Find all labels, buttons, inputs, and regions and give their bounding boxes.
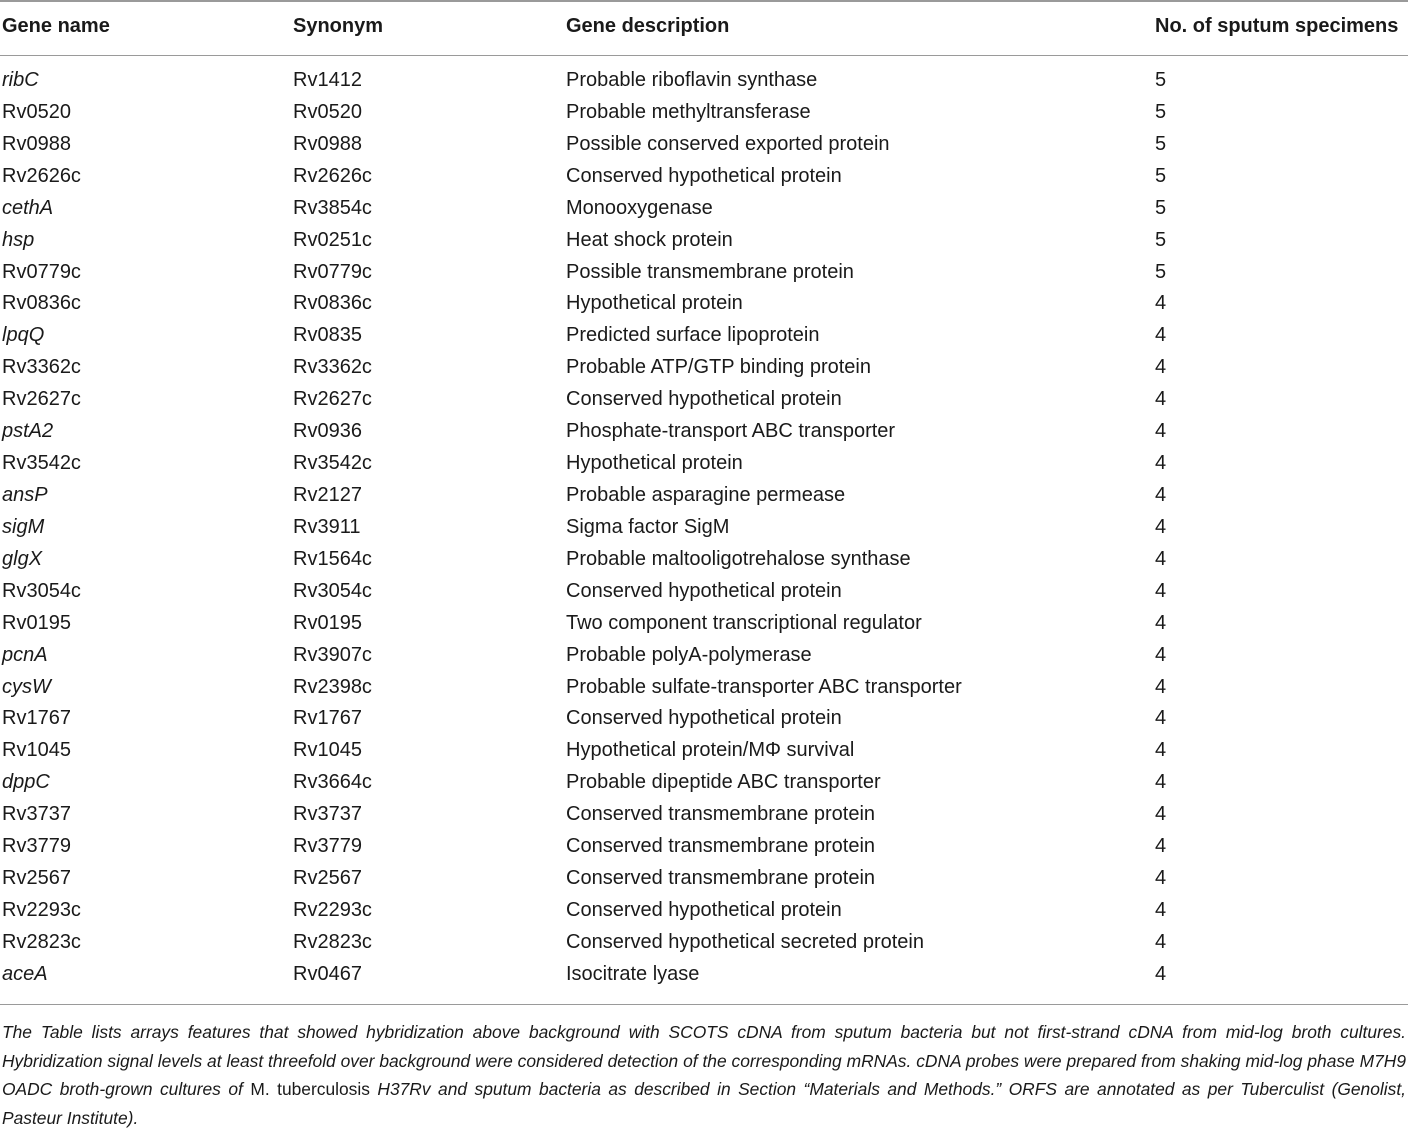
- cell-specimen-count: 4: [1155, 611, 1167, 634]
- cell-gene-name: hsp: [2, 228, 35, 251]
- table-row: [0, 735, 1408, 767]
- table-row: [0, 608, 1408, 640]
- table-row: [0, 480, 1408, 512]
- cell-synonym: Rv3779: [293, 835, 362, 858]
- cell-specimen-count: 4: [1155, 771, 1167, 794]
- cell-gene-description: Conserved transmembrane protein: [566, 867, 876, 890]
- cell-gene-description: Conserved transmembrane protein: [566, 803, 876, 826]
- cell-specimen-count: 4: [1155, 420, 1167, 443]
- table-row: [0, 97, 1408, 129]
- cell-specimen-count: 4: [1155, 707, 1167, 730]
- cell-gene-name: Rv2823c: [2, 930, 81, 953]
- cell-gene-name: Rv0520: [2, 100, 71, 123]
- cell-specimen-count: 4: [1155, 452, 1167, 475]
- cell-specimen-count: 5: [1155, 164, 1167, 187]
- cell-synonym: Rv0779c: [293, 260, 372, 283]
- table-row: [0, 257, 1408, 289]
- cell-synonym: Rv1412: [293, 69, 362, 91]
- cell-gene-name: Rv2627c: [2, 388, 81, 411]
- cell-specimen-count: 5: [1155, 69, 1167, 91]
- cell-synonym: Rv3911: [293, 515, 361, 538]
- cell-synonym: Rv0251c: [293, 228, 372, 251]
- cell-gene-description: Hypothetical protein/MΦ survival: [566, 739, 855, 762]
- cell-gene-description: Conserved hypothetical secreted protein: [566, 930, 924, 953]
- cell-gene-description: Phosphate-transport ABC transporter: [566, 420, 896, 443]
- cell-specimen-count: 4: [1155, 835, 1167, 858]
- table-row: [0, 448, 1408, 480]
- cell-gene-description: Probable maltooligotrehalose synthase: [566, 547, 911, 570]
- cell-gene-description: Hypothetical protein: [566, 452, 743, 475]
- table-row: [0, 767, 1408, 799]
- cell-synonym: Rv3664c: [293, 771, 372, 794]
- cell-specimen-count: 5: [1155, 196, 1167, 219]
- table-row: [0, 384, 1408, 416]
- cell-gene-description: Conserved hypothetical protein: [566, 579, 842, 602]
- cell-specimen-count: 4: [1155, 643, 1167, 666]
- header-synonym: Synonym: [293, 15, 384, 37]
- cell-gene-description: Probable ATP/GTP binding protein: [566, 356, 871, 379]
- cell-specimen-count: 4: [1155, 803, 1167, 826]
- table-row: [0, 895, 1408, 927]
- cell-gene-description: Conserved hypothetical protein: [566, 164, 842, 187]
- cell-specimen-count: 5: [1155, 260, 1167, 283]
- cell-gene-name: Rv2293c: [2, 898, 81, 921]
- cell-gene-description: Heat shock protein: [566, 228, 733, 251]
- cell-synonym: Rv3907c: [293, 643, 372, 666]
- cell-synonym: Rv2293c: [293, 898, 372, 921]
- cell-gene-description: Monooxygenase: [566, 196, 713, 219]
- cell-gene-name: aceA: [2, 962, 48, 985]
- table-row: [0, 799, 1408, 831]
- cell-gene-description: Probable sulfate-transporter ABC transporter: [566, 675, 962, 698]
- cell-gene-name: Rv0779c: [2, 260, 81, 283]
- table-row: [0, 927, 1408, 959]
- table-header: [0, 0, 1408, 55]
- cell-synonym: Rv3542c: [293, 452, 372, 475]
- cell-specimen-count: 4: [1155, 962, 1167, 985]
- cell-specimen-count: 4: [1155, 579, 1167, 602]
- cell-specimen-count: 4: [1155, 515, 1167, 538]
- cell-gene-name: Rv0836c: [2, 292, 81, 315]
- cell-gene-description: Conserved hypothetical protein: [566, 707, 842, 730]
- table-row: [0, 959, 1408, 991]
- cell-synonym: Rv1045: [293, 739, 362, 762]
- cell-synonym: Rv3737: [293, 803, 362, 826]
- cell-synonym: Rv1767: [293, 707, 362, 730]
- cell-synonym: Rv0836c: [293, 292, 372, 315]
- cell-gene-description: Sigma factor SigM: [566, 515, 730, 538]
- cell-gene-description: Probable methyltransferase: [566, 100, 811, 123]
- cell-gene-name: ansP: [2, 483, 48, 506]
- cell-gene-name: Rv0195: [2, 611, 71, 634]
- cell-synonym: Rv0936: [293, 420, 362, 443]
- cell-synonym: Rv0520: [293, 100, 362, 123]
- table-row: [0, 288, 1408, 320]
- cell-synonym: Rv2627c: [293, 388, 372, 411]
- header-gene-description: Gene description: [566, 15, 730, 37]
- table-row: [0, 512, 1408, 544]
- table-row: [0, 672, 1408, 704]
- cell-synonym: Rv3854c: [293, 196, 372, 219]
- header-rule: [0, 55, 1408, 56]
- cell-gene-name: Rv3737: [2, 803, 71, 826]
- cell-gene-description: Possible transmembrane protein: [566, 260, 854, 283]
- header-gene-name: Gene name: [2, 15, 110, 37]
- cell-synonym: Rv0467: [293, 962, 362, 985]
- cell-synonym: Rv2823c: [293, 930, 372, 953]
- cell-specimen-count: 4: [1155, 483, 1167, 506]
- cell-specimen-count: 4: [1155, 388, 1167, 411]
- cell-gene-description: Probable polyA-polymerase: [566, 643, 812, 666]
- cell-synonym: Rv1564c: [293, 547, 372, 570]
- cell-specimen-count: 4: [1155, 356, 1167, 379]
- table-row: [0, 703, 1408, 735]
- cell-synonym: Rv3054c: [293, 579, 372, 602]
- cell-gene-name: glgX: [2, 547, 43, 570]
- cell-synonym: Rv2398c: [293, 675, 372, 698]
- cell-gene-description: Conserved transmembrane protein: [566, 835, 876, 858]
- cell-gene-name: pcnA: [2, 643, 48, 666]
- cell-gene-description: Possible conserved exported protein: [566, 132, 890, 155]
- cell-specimen-count: 5: [1155, 228, 1167, 251]
- cell-gene-name: Rv3542c: [2, 452, 81, 475]
- table-bottom-rule: [0, 1004, 1408, 1005]
- cell-gene-name: Rv3779: [2, 835, 71, 858]
- cell-gene-name: sigM: [2, 515, 45, 538]
- cell-gene-name: Rv2567: [2, 867, 71, 890]
- cell-gene-name: cethA: [2, 196, 54, 219]
- cell-gene-name: dppC: [2, 771, 50, 794]
- cell-synonym: Rv2127: [293, 483, 362, 506]
- cell-specimen-count: 4: [1155, 547, 1167, 570]
- cell-specimen-count: 4: [1155, 675, 1167, 698]
- footnote-part-2: H37Rv and sputum bacteria as described in Section “Materials and Methods.” ORFS are annotated as per Tuberculist (Genolist, Pasteur Institute).: [2, 1079, 1406, 1129]
- cell-synonym: Rv0835: [293, 324, 362, 347]
- cell-specimen-count: 4: [1155, 867, 1167, 890]
- cell-specimen-count: 4: [1155, 739, 1167, 762]
- cell-gene-description: Hypothetical protein: [566, 292, 743, 315]
- cell-synonym: Rv0195: [293, 611, 362, 634]
- cell-synonym: Rv2626c: [293, 164, 372, 187]
- table-body: [0, 65, 1408, 991]
- table-row: [0, 193, 1408, 225]
- table-row: [0, 863, 1408, 895]
- footnote-organism: M. tuberculosis: [250, 1079, 370, 1100]
- cell-gene-name: Rv3054c: [2, 579, 81, 602]
- cell-gene-description: Two component transcriptional regulator: [566, 611, 922, 634]
- table-row: [0, 352, 1408, 384]
- cell-synonym: Rv3362c: [293, 356, 372, 379]
- table-row: [0, 640, 1408, 672]
- cell-specimen-count: 4: [1155, 898, 1167, 921]
- table-row: [0, 225, 1408, 257]
- cell-specimen-count: 4: [1155, 324, 1167, 347]
- table-row: [0, 831, 1408, 863]
- cell-specimen-count: 5: [1155, 132, 1167, 155]
- cell-specimen-count: 4: [1155, 930, 1167, 953]
- table-row: [0, 320, 1408, 352]
- cell-gene-name: cysW: [2, 675, 51, 698]
- header-sputum-specimens: No. of sputum specimens: [1155, 15, 1399, 37]
- table-row: [0, 416, 1408, 448]
- cell-gene-name: ribC: [2, 69, 39, 91]
- cell-specimen-count: 4: [1155, 292, 1167, 315]
- cell-gene-description: Predicted surface lipoprotein: [566, 324, 820, 347]
- table-row: [0, 129, 1408, 161]
- cell-gene-description: Probable riboflavin synthase: [566, 69, 818, 91]
- table-row: [0, 65, 1408, 97]
- table-footnote: [2, 1018, 1406, 1133]
- cell-gene-name: Rv1045: [2, 739, 71, 762]
- cell-specimen-count: 5: [1155, 100, 1167, 123]
- footnote-part-1: The Table lists arrays features that showed hybridization above background with SCOTS cDNA from sputum bacteria but not first-strand cDNA from mid-log broth cultures. Hybridization signal levels at least threefold over background were considered detection of the corresponding mRNAs. cDNA probes were prepared from shaking mid-log phase M7H9 OADC broth-grown cultures of: [2, 1022, 1406, 1100]
- cell-gene-name: Rv3362c: [2, 356, 81, 379]
- cell-synonym: Rv0988: [293, 132, 362, 155]
- cell-synonym: Rv2567: [293, 867, 362, 890]
- table-row: [0, 544, 1408, 576]
- table-row: [0, 576, 1408, 608]
- cell-gene-name: pstA2: [2, 420, 54, 443]
- cell-gene-description: Conserved hypothetical protein: [566, 898, 842, 921]
- cell-gene-description: Conserved hypothetical protein: [566, 388, 842, 411]
- cell-gene-description: Probable dipeptide ABC transporter: [566, 771, 881, 794]
- cell-gene-name: Rv1767: [2, 707, 71, 730]
- cell-gene-description: Probable asparagine permease: [566, 483, 846, 506]
- cell-gene-description: Isocitrate lyase: [566, 962, 700, 985]
- cell-gene-name: Rv2626c: [2, 164, 81, 187]
- cell-gene-name: lpqQ: [2, 324, 45, 347]
- table-row: [0, 161, 1408, 193]
- cell-gene-name: Rv0988: [2, 132, 71, 155]
